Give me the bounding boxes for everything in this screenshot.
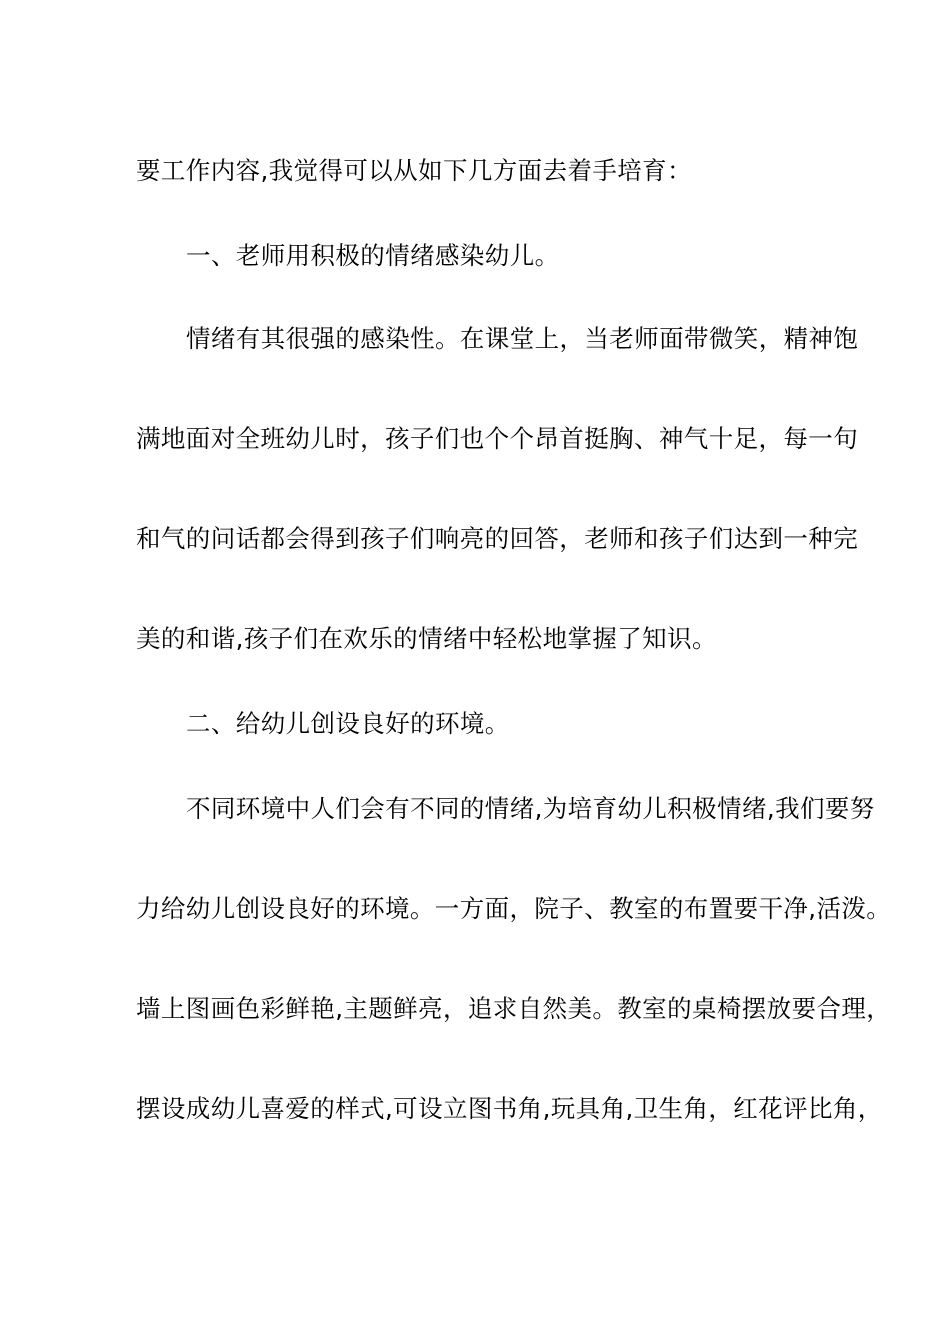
paragraph-line: 满地面对全班幼儿时，孩子们也个个昂首挺胸、神气十足，每一句 bbox=[136, 424, 859, 453]
paragraph-line: 墙上图画色彩鲜艳,主题鲜亮，追求自然美。教室的桌椅摆放要合理， bbox=[136, 994, 892, 1023]
section-heading-2: 二、给幼儿创设良好的环境。 bbox=[186, 709, 510, 738]
section-heading-1: 一、老师用积极的情绪感染幼儿。 bbox=[186, 241, 560, 270]
paragraph-line: 力给幼儿创设良好的环境。一方面，院子、教室的布置要干净,活泼。 bbox=[136, 894, 892, 923]
paragraph-line: 情绪有其很强的感染性。在课堂上，当老师面带微笑，精神饱 bbox=[186, 324, 859, 353]
paragraph-line: 要工作内容,我觉得可以从如下几方面去着手培育： bbox=[136, 156, 692, 185]
paragraph-line: 摆设成幼儿喜爱的样式,可设立图书角,玩具角,卫生角，红花评比角， bbox=[136, 1094, 883, 1123]
paragraph-line: 不同环境中人们会有不同的情绪,为培育幼儿积极情绪,我们要努 bbox=[186, 794, 875, 823]
paragraph-line: 美的和谐,孩子们在欢乐的情绪中轻松地掌握了知识。 bbox=[136, 624, 717, 653]
paragraph-line: 和气的问话都会得到孩子们响亮的回答，老师和孩子们达到一种完 bbox=[136, 524, 859, 553]
